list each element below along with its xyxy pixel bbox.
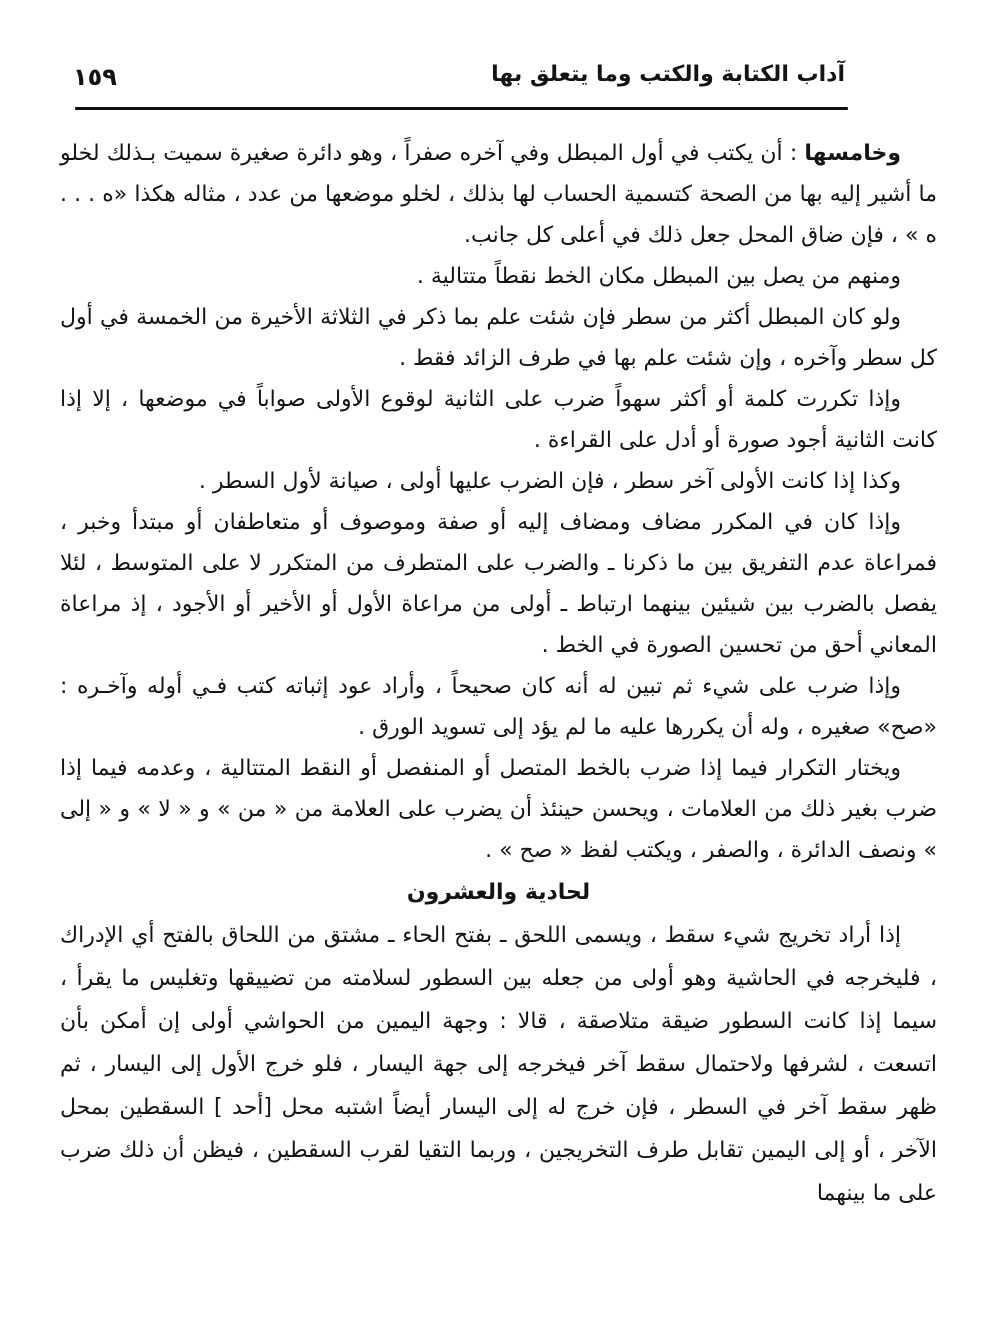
paragraph-lead-word: وخامسها [804, 141, 901, 166]
paragraph: وإذا ضرب على شيء ثم تبين له أنه كان صحيحاً ، وأراد عود إثباته كتب فـي أوله وآخـره : «صح» صغيره ، وله أن يكررها عليه ما لم يؤد إلى تسويد الورق . [60, 674, 937, 740]
section-heading: لحادية والعشرون [406, 880, 591, 905]
paragraph: ويختار التكرار فيما إذا ضرب بالخط المتصل أو المنفصل أو النقط المتتالية ، وعدمه فيما إذا ضرب بغير ذلك من العلامات ، ويحسن حينئذ أن يضرب على العلامة من « من » و « لا » و « إلى » ونصف الدائرة ، والصفر ، ويكتب لفظ « صح » . [60, 756, 937, 863]
paragraph: إذا أراد تخريج شيء سقط ، ويسمى اللحق ـ بفتح الحاء ـ مشتق من اللحاق بالفتح أي الإدراك ، فليخرجه في الحاشية وهو أولى من جعله بين السطور لسلامته من تضييقها وتغليس ما يقرأ ، سيما إذا كانت السطور ضيقة متلاصقة ، قالا : وجهة اليمين من الحواشي أولى إن أمكن بأن اتسعت ، لشرفها ولاحتمال سقط آخر فيخرجه إلى جهة اليسار ، فلو خرج الأول إلى اليسار ، ثم ظهر سقط آخر في السطر ، فإن خرج له إلى اليسار أيضاً اشتبه محل [أحد ] السقطين بمحل الآخر ، أو إلى اليمين تقابل طرف التخريجين ، وربما التقيا لقرب السقطين ، فيظن أن ذلك ضرب على ما بينهما [60, 923, 937, 1206]
paragraph: ومنهم من يصل بين المبطل مكان الخط نقطاً متتالية . [416, 264, 901, 289]
header-title: آداب الكتابة والكتب وما يتعلق بها [491, 62, 845, 87]
paragraph-text: : أن يكتب في أول المبطل وفي آخره صفراً ، وهو دائرة صغيرة سميت بـذلك لخلو ما أشير إليه بها من الصحة كتسمية الحساب لها بذلك ، لخلو موضعها من عدد ، مثاله هكذا «ه . . . ه » ، فإن ضاق المحل جعل ذلك في أعلى كل جانب. [60, 141, 937, 248]
paragraph: وإذا كان في المكرر مضاف ومضاف إليه أو صفة وموصوف أو متعاطفان أو مبتدأ وخبر ، فمراعاة عدم التفريق بين ما ذكرنا ـ والضرب على المتطرف من المتكرر لا على المتوسط ، لئلا يفصل بالضرب بين شيئين بينهما ارتباط ـ أولى من مراعاة الأول أو الأخير أو الأجود ، إذ مراعاة المعاني أحق من تحسين الصورة في الخط . [60, 510, 937, 658]
page-number: ١٥٩ [73, 63, 117, 91]
paragraph [60, 133, 937, 256]
paragraph: وإذا تكررت كلمة أو أكثر سهواً ضرب على الثانية لوقوع الأولى صواباً في موضعها ، إلا إذا كانت الثانية أجود صورة أو أدل على القراءة . [60, 387, 937, 453]
body-text [60, 133, 937, 1215]
header-rule [75, 107, 848, 110]
section-twenty-first [60, 871, 937, 1215]
paragraph: ولو كان المبطل أكثر من سطر فإن شئت علم بما ذكر في الثلاثة الأخيرة من الخمسة في أول كل سطر وآخره ، وإن شئت علم بها في طرف الزائد فقط . [60, 305, 937, 371]
paragraph: وكذا إذا كانت الأولى آخر سطر ، فإن الضرب عليها أولى ، صيانة لأول السطر . [198, 469, 901, 494]
